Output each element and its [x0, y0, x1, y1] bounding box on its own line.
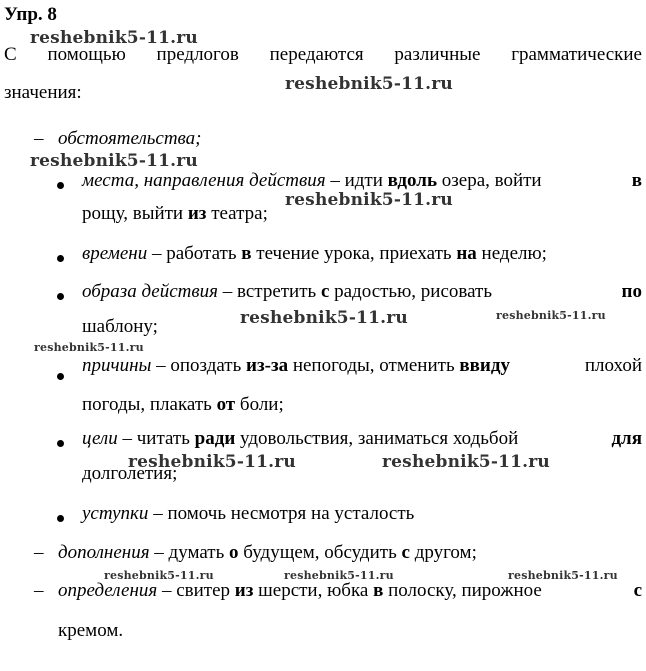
- item-attribute-line-2: кремом.: [58, 620, 124, 641]
- watermark: reshebnik5-11.ru: [30, 151, 198, 171]
- watermark: reshebnik5-11.ru: [30, 28, 198, 48]
- bullet-icon: [57, 182, 64, 189]
- watermark: reshebnik5-11.ru: [382, 452, 550, 472]
- item-place-line-1: места, направления действия – идти вдоль озера, войти в: [82, 170, 642, 191]
- item-purpose-line-2: долголетия;: [82, 463, 178, 484]
- watermark: reshebnik5-11.ru: [128, 452, 296, 472]
- dash-marker: –: [34, 542, 44, 563]
- item-cause-line-2: погоды, плакать от боли;: [82, 394, 284, 415]
- item-manner-line-2: шаблону;: [82, 316, 158, 337]
- watermark: reshebnik5-11.ru: [496, 309, 606, 322]
- intro-word: предлогов: [156, 44, 239, 65]
- bullet-icon: [57, 440, 64, 447]
- item-object: дополнения – думать о будущем, обсудить с другом;: [58, 542, 477, 563]
- watermark: reshebnik5-11.ru: [508, 569, 618, 582]
- intro-word: различные: [394, 44, 481, 65]
- intro-word: помощью: [47, 44, 126, 65]
- watermark: reshebnik5-11.ru: [34, 341, 144, 354]
- dash-marker: –: [34, 128, 44, 149]
- item-place-line-2: рощу, выйти из театра;: [82, 203, 268, 224]
- watermark: reshebnik5-11.ru: [104, 569, 214, 582]
- watermark: reshebnik5-11.ru: [285, 190, 453, 210]
- watermark: reshebnik5-11.ru: [285, 74, 453, 94]
- item-time: времени – работать в течение урока, приехать на неделю;: [82, 243, 547, 264]
- circumstances-heading: обстоятельства;: [58, 128, 202, 149]
- intro-line-2: значения:: [4, 82, 82, 103]
- item-concession: уступки – помочь несмотря на усталость: [82, 503, 415, 524]
- bullet-icon: [57, 515, 64, 522]
- dash-marker: –: [34, 580, 44, 601]
- bullet-icon: [57, 255, 64, 262]
- item-manner-line-1: образа действия – встретить с радостью, рисовать по: [82, 281, 642, 302]
- intro-word: С: [4, 44, 17, 65]
- item-purpose-line-1: цели – читать ради удовольствия, заниматься ходьбой для: [82, 428, 642, 449]
- intro-word: передаются: [269, 44, 364, 65]
- intro-word: грамматические: [511, 44, 642, 65]
- exercise-title: Упр. 8: [4, 4, 57, 25]
- item-cause-line-1: причины – опоздать из-за непогоды, отменить ввиду плохой: [82, 355, 642, 376]
- bullet-icon: [57, 293, 64, 300]
- bullet-icon: [57, 373, 64, 380]
- watermark: reshebnik5-11.ru: [284, 569, 394, 582]
- item-attribute-line-1: определения – свитер из шерсти, юбка в полоску, пирожное с: [58, 580, 642, 601]
- watermark: reshebnik5-11.ru: [240, 308, 408, 328]
